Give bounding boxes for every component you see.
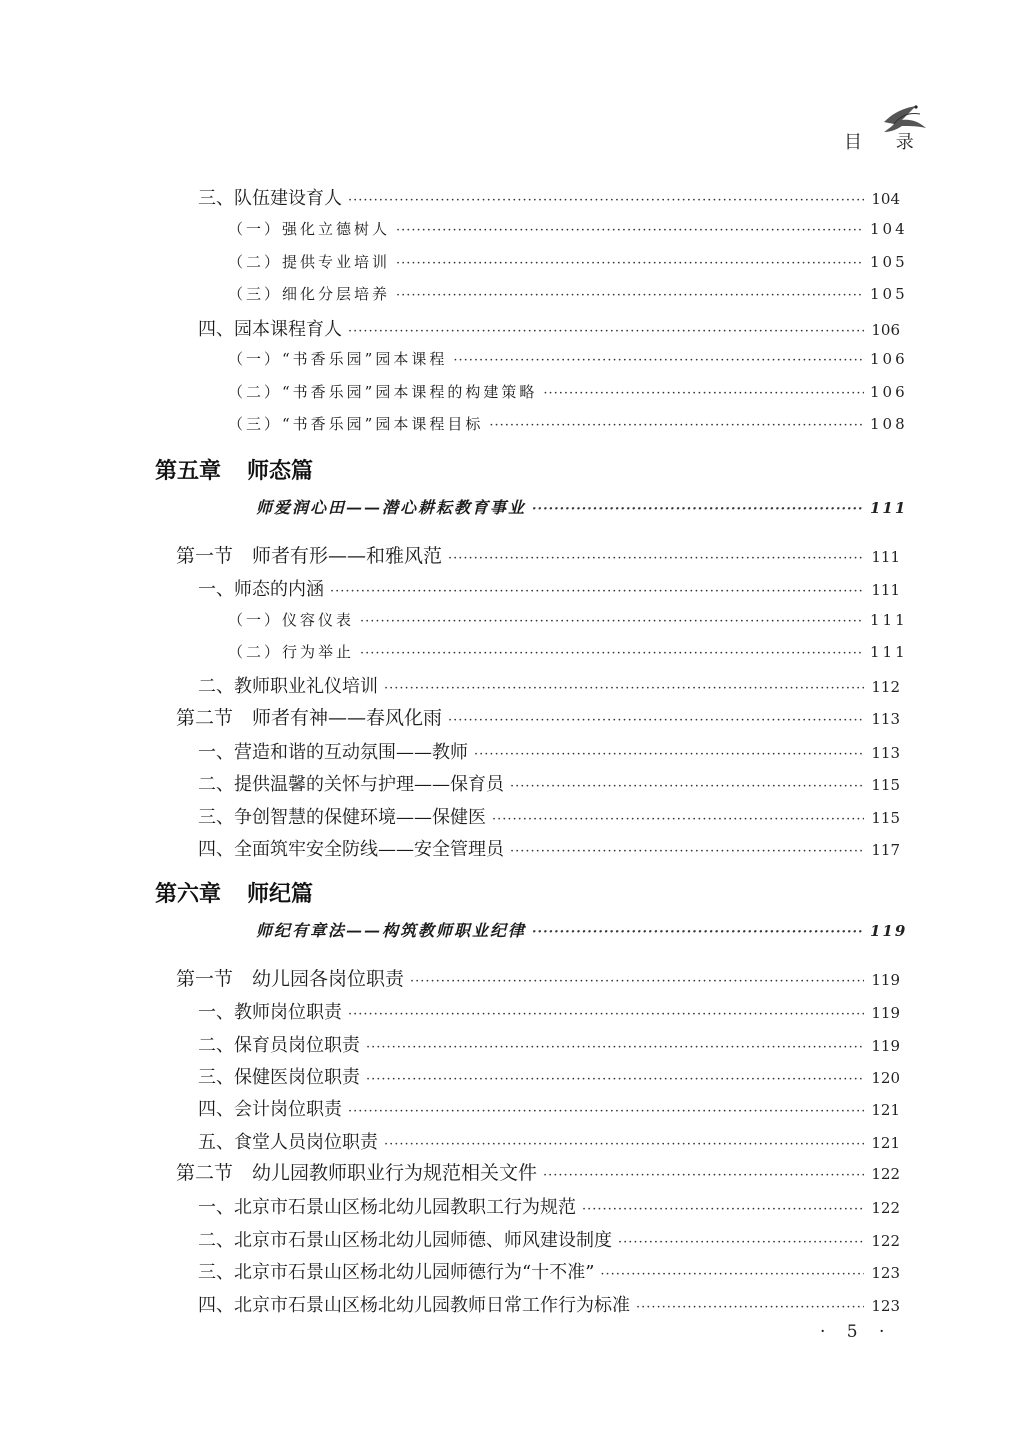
entry-title: 四、会计岗位职责 [198, 1099, 342, 1120]
toc-entry [198, 1258, 900, 1284]
dot-leader [489, 418, 864, 433]
entry-title: 一、营造和谐的互动氛围——教师 [198, 742, 468, 763]
entry-page: 122 [871, 1199, 900, 1217]
entry-page: 106 [871, 321, 900, 339]
toc-entry [228, 348, 908, 369]
dot-leader [636, 1300, 864, 1315]
entry-page: 111 [870, 499, 908, 517]
chapter-subtitle-entry [256, 918, 908, 941]
dot-leader [510, 779, 864, 794]
entry-page: 119 [871, 971, 900, 989]
toc-entry [198, 1128, 900, 1154]
entry-title: 五、食堂人员岗位职责 [198, 1132, 378, 1153]
entry-page: 111 [871, 581, 900, 599]
toc-entry [228, 251, 908, 272]
entry-title: 三、争创智慧的保健环境——保健医 [198, 807, 486, 828]
toc-entry [228, 218, 908, 239]
entry-title: （二）行为举止 [228, 643, 355, 661]
dot-leader [366, 1040, 864, 1055]
dot-leader [396, 223, 864, 238]
dot-leader [453, 353, 864, 368]
entry-page: 115 [871, 776, 900, 794]
dot-leader [618, 1235, 864, 1250]
entry-page: 122 [871, 1232, 900, 1250]
entry-page: 105 [870, 285, 908, 303]
toc-entry [198, 184, 900, 210]
dot-leader [543, 1168, 864, 1183]
entry-title: 师纪有章法——构筑教师职业纪律 [256, 921, 527, 940]
page-number: · 5 · [820, 1322, 893, 1342]
dot-leader [330, 584, 864, 599]
entry-page: 108 [870, 415, 908, 433]
entry-page: 105 [870, 253, 908, 271]
entry-title: 三、北京市石景山区杨北幼儿园师德行为“十不准” [198, 1262, 595, 1283]
toc-entry [198, 998, 900, 1024]
dot-leader [384, 681, 864, 696]
dot-leader [582, 1202, 864, 1217]
chapter-subtitle-entry [256, 495, 908, 518]
toc-entry [198, 672, 900, 698]
entry-title: 第二节 幼儿园教师职业行为规范相关文件 [176, 1162, 538, 1184]
entry-title: （二）提供专业培训 [228, 253, 391, 271]
entry-page: 121 [871, 1101, 900, 1119]
dot-leader [532, 925, 864, 940]
dot-leader [348, 193, 864, 208]
entry-page: 111 [870, 611, 908, 629]
chapter-heading [155, 877, 313, 908]
entry-page: 117 [871, 841, 900, 859]
entry-title: 一、师态的内涵 [198, 579, 324, 600]
dot-leader [474, 747, 864, 762]
entry-page: 106 [870, 350, 908, 368]
dot-leader [532, 502, 864, 517]
chapter-label: 第六章 [155, 882, 222, 907]
toc-entry [228, 413, 908, 434]
toc-entry [198, 1031, 900, 1057]
toc-entry [198, 1193, 900, 1219]
dot-leader [384, 1137, 864, 1152]
dot-leader [448, 713, 864, 728]
toc-entry [228, 641, 908, 662]
chapter-label: 第五章 [155, 459, 222, 484]
toc-entry [198, 738, 900, 764]
dot-leader [348, 1104, 864, 1119]
toc-entry [228, 609, 908, 630]
entry-page: 123 [871, 1297, 900, 1315]
toc-entry [228, 381, 908, 402]
header-title: 目 录 [844, 132, 928, 153]
entry-title: 第一节 幼儿园各岗位职责 [176, 968, 405, 990]
entry-title: 四、全面筑牢安全防线——安全管理员 [198, 839, 504, 860]
dot-leader [448, 551, 864, 566]
entry-title: 三、保健医岗位职责 [198, 1067, 360, 1088]
toc-entry [228, 283, 908, 304]
dot-leader [396, 288, 864, 303]
entry-title: （一）仪容仪表 [228, 611, 355, 629]
entry-title: 二、保育员岗位职责 [198, 1035, 360, 1056]
entry-title: 二、教师职业礼仪培训 [198, 676, 378, 697]
chapter-heading [155, 454, 313, 485]
dot-leader [410, 974, 864, 989]
entry-page: 119 [871, 1037, 900, 1055]
entry-title: 第二节 师者有神——春风化雨 [176, 707, 443, 729]
entry-title: （二）“书香乐园”园本课程的构建策略 [228, 383, 538, 401]
entry-title: 一、教师岗位职责 [198, 1002, 342, 1023]
section-entry [176, 703, 900, 730]
section-entry [176, 1158, 900, 1185]
entry-title: 二、北京市石景山区杨北幼儿园师德、师风建设制度 [198, 1230, 612, 1251]
entry-page: 122 [871, 1165, 900, 1183]
section-entry [176, 964, 900, 991]
dot-leader [510, 844, 864, 859]
toc-entry [198, 315, 900, 341]
dot-leader [348, 324, 864, 339]
entry-page: 106 [870, 383, 908, 401]
entry-page: 113 [871, 710, 900, 728]
entry-title: （一）“书香乐园”园本课程 [228, 350, 448, 368]
dot-leader [360, 646, 864, 661]
entry-page: 119 [870, 922, 908, 940]
section-entry [176, 541, 900, 568]
toc-entry [198, 575, 900, 601]
toc-entry [198, 835, 900, 861]
entry-title: 四、园本课程育人 [198, 319, 342, 340]
dot-leader [543, 386, 864, 401]
entry-title: 四、北京市石景山区杨北幼儿园教师日常工作行为标准 [198, 1295, 630, 1316]
toc-entry [198, 1226, 900, 1252]
entry-page: 104 [871, 190, 900, 208]
entry-title: （三）细化分层培养 [228, 285, 391, 303]
entry-title: 师爱润心田——潜心耕耘教育事业 [256, 498, 527, 517]
entry-page: 120 [871, 1069, 900, 1087]
entry-title: （三）“书香乐园”园本课程目标 [228, 415, 484, 433]
entry-page: 111 [870, 643, 908, 661]
entry-page: 121 [871, 1134, 900, 1152]
dot-leader [366, 1072, 864, 1087]
chapter-title: 师态篇 [247, 459, 314, 484]
entry-title: 第一节 师者有形——和雅风范 [176, 545, 443, 567]
dot-leader [348, 1007, 864, 1022]
toc-entry [198, 803, 900, 829]
entry-page: 119 [871, 1004, 900, 1022]
toc-entry [198, 1095, 900, 1121]
dot-leader [600, 1267, 864, 1282]
entry-title: 三、队伍建设育人 [198, 188, 342, 209]
entry-page: 112 [871, 678, 900, 696]
chapter-title: 师纪篇 [247, 882, 314, 907]
entry-title: 一、北京市石景山区杨北幼儿园教职工行为规范 [198, 1197, 576, 1218]
toc-entry [198, 770, 900, 796]
dot-leader [492, 812, 864, 827]
entry-page: 104 [870, 220, 908, 238]
toc-entry [198, 1063, 900, 1089]
entry-title: （一）强化立德树人 [228, 220, 391, 238]
dot-leader [396, 256, 864, 271]
entry-page: 115 [871, 809, 900, 827]
entry-page: 113 [871, 744, 900, 762]
entry-page: 123 [871, 1264, 900, 1282]
entry-page: 111 [871, 548, 900, 566]
dot-leader [360, 614, 864, 629]
entry-title: 二、提供温馨的关怀与护理——保育员 [198, 774, 504, 795]
toc-entry [198, 1291, 900, 1317]
